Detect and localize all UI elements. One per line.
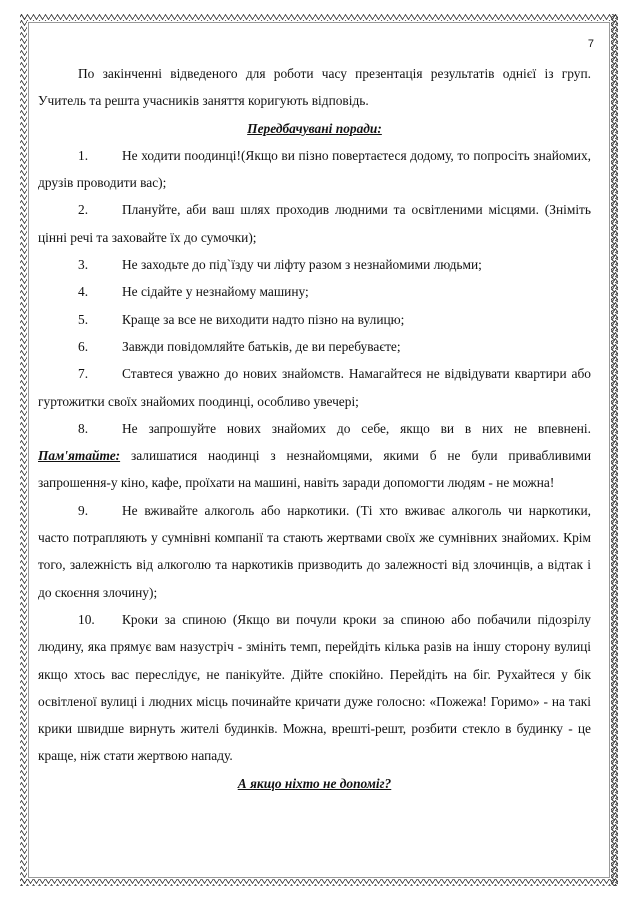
list-item: 7. Ставтеся уважно до нових знайомств. Намагайтеся не відвідувати квартири або гуртожитки своїх знайомих поодинці, особливо увечері; [38, 366, 591, 409]
list-item: 1. Не ходити поодинці!(Якщо ви пізно повертаєтеся додому, то попросіть знайомих, друзів проводити вас); [38, 147, 591, 191]
closing-heading: А якщо ніхто не допоміг? [237, 775, 392, 791]
list-item: 10. Кроки за спиною (Якщо ви почули кроки за спиною або побачили підозрілу людину, яка прямує вам назустріч - змініть темп, перейдіть кілька разів на іншу сторону вулиці якщо хтось вас переслідує, не панікуйте. Дійте спокійно. Перейдіть на біг. Рухайтеся у бік освітленої вулиці і людних місць починайте кричати дуже голосно: «Пожежа! Горимо» - на такі крики швидше вирнуть жителі будинків. Можна, врешті-решт, розбити стекло в будинку - це краще, ніж стати жертвою нападу. [38, 611, 591, 764]
document-body [38, 60, 591, 797]
list-item: 3. Не заходьте до під`їзду чи ліфту разом з незнайомими людьми; [78, 257, 482, 273]
list-item: 8. Не запрошуйте нових знайомих до себе, якщо ви в них не впевнені. Пам'ятайте: залишатися наодинці з незнайомцями, якими б не були привабливими запрошення-у кіно, кафе, проїхати на машині, навіть заради допомогти людям - не можна! [38, 420, 591, 491]
list-item: 4. Не сідайте у незнайому машину; [78, 284, 309, 300]
list-item: 9. Не вживайте алкоголь або наркотики. (Ті хто вживає алкоголь чи наркотики, часто потрапляють у сумнівні компанії та стають жертвами своїх же сумнівних знайомих. Крім того, залежність від алкоголю та наркотиків призводить до залежності від злочинців, а відтак і до скоєння злочину); [38, 502, 591, 600]
list-item: 2. Плануйте, аби ваш шлях проходив людними та освітленими місцями. (Зніміть цінні речі та заховайте їх до сумочки); [38, 202, 591, 245]
list-item: 6. Завжди повідомляйте батьків, де ви перебуваєте; [78, 338, 401, 354]
list-item: 5. Краще за все не виходити надто пізно на вулицю; [78, 311, 405, 327]
page-number: 7 [587, 38, 594, 50]
intro-paragraph: По закінченні відведеного для роботи часу презентація результатів однієї із груп. Учитель та решта учасників заняття коригують відповідь. [38, 66, 591, 109]
section-heading: Передбачувані поради: [247, 120, 382, 136]
remember-emphasis: Пам'ятайте: [38, 448, 121, 464]
